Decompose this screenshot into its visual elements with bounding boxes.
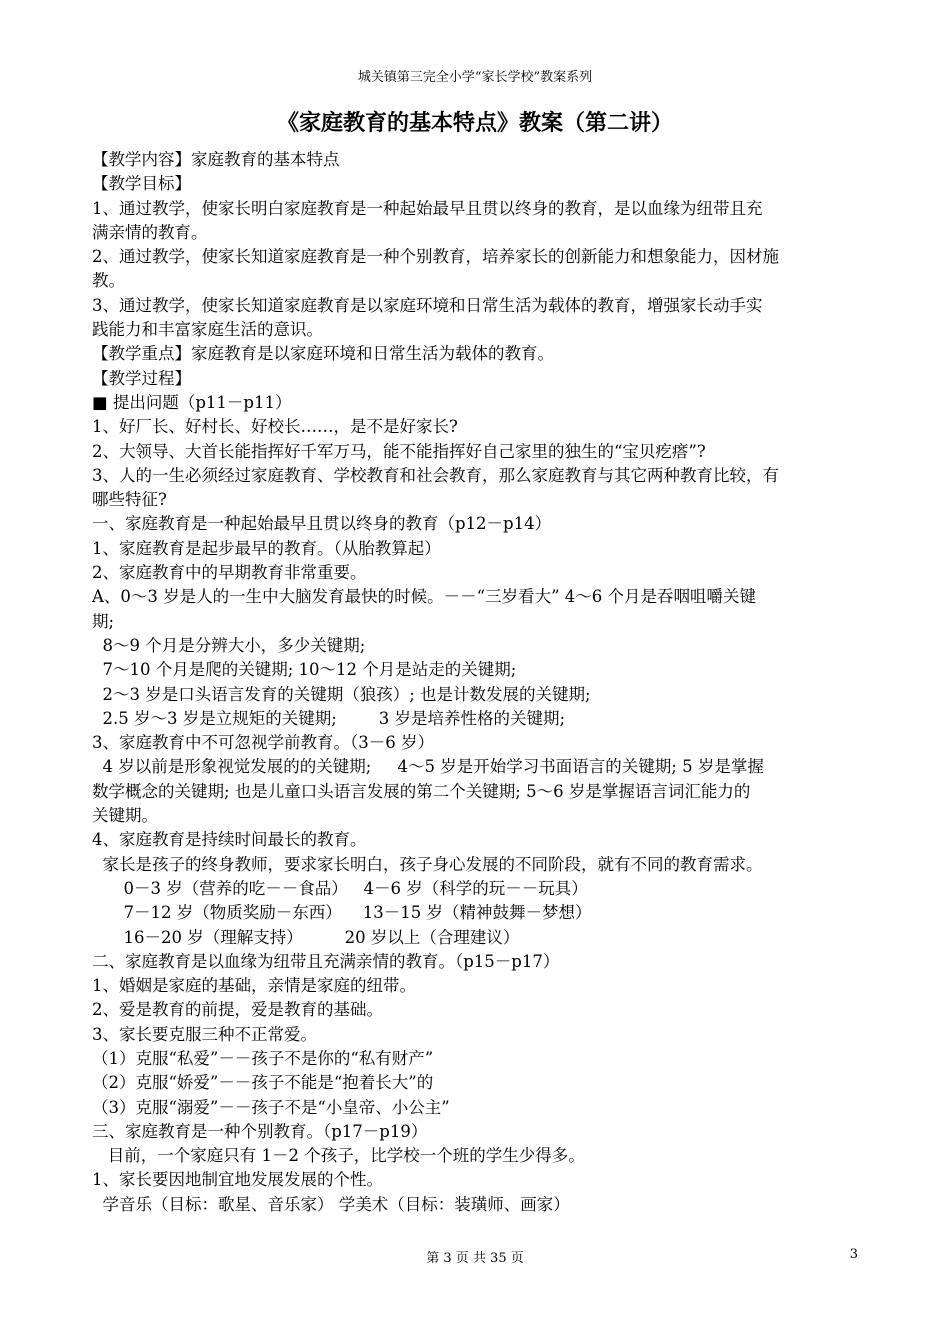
text-line: 【教学过程】 xyxy=(92,368,191,388)
text-line: 1、家长要因地制宜地发展发展的个性。 xyxy=(92,1170,383,1190)
text-line: 16－20 岁（理解支持） 20 岁以上（合理建议） xyxy=(92,927,520,947)
text-line: 3、家庭教育中不可忽视学前教育。（3－6 岁） xyxy=(92,733,434,753)
text-line: 期; xyxy=(92,611,115,631)
text-line: 哪些特征? xyxy=(92,490,167,510)
text-line: 3、家长要克服三种不正常爱。 xyxy=(92,1024,317,1044)
text-line: 【教学内容】家庭教育的基本特点 xyxy=(92,150,340,169)
text-line: 学音乐（目标：歌星、音乐家） 学美术（目标：装璜师、画家） xyxy=(92,1194,570,1214)
text-line: 7～10 个月是爬的关键期; 10～12 个月是站走的关键期; xyxy=(92,660,517,680)
text-line: 2、爱是教育的前提，爱是教育的基础。 xyxy=(92,1000,383,1020)
text-line: 8～9 个月是分辨大小，多少关键期; xyxy=(92,635,366,655)
text-line: 1、好厂长、好村长、好校长……，是不是好家长? xyxy=(92,417,458,437)
text-line: 【教学重点】家庭教育是以家庭环境和日常生活为载体的教育。 xyxy=(92,344,554,364)
page-footer xyxy=(0,1247,950,1267)
text-line: 1、通过教学，使家长明白家庭教育是一种起始最早且贯以终身的教育，是以血缘为纽带且充 xyxy=(92,198,763,218)
text-line: ■ 提出问题（p11－p11） xyxy=(92,392,292,412)
text-line: 2、通过教学，使家长知道家庭教育是一种个别教育，培养家长的创新能力和想象能力，因材施 xyxy=(92,247,779,267)
text-line: 7－12 岁（物质奖励－东西） 13－15 岁（精神鼓舞－梦想） xyxy=(92,903,592,923)
text-line: （2）克服“娇爱”－－孩子不能是“抱着长大”的 xyxy=(92,1073,434,1093)
text-line: 三、家庭教育是一种个别教育。（p17－p19） xyxy=(92,1121,428,1141)
text-line: 教。 xyxy=(92,271,125,291)
text-line: 一、家庭教育是一种起始最早且贯以终身的教育（p12－p14） xyxy=(92,514,552,534)
text-line: 【教学目标】 xyxy=(92,174,191,194)
text-line: 2、大领导、大首长能指挥好千军万马，能不能指挥好自己家里的独生的“宝贝疙瘩”? xyxy=(92,441,706,461)
text-line: 0－3 岁（营养的吃－－食品） 4－6 岁（科学的玩－－玩具） xyxy=(92,878,588,898)
text-line: A、0～3 岁是人的一生中大脑发育最快的时候。－－“三岁看大” 4～6 个月是吞咽咀嚼关键 xyxy=(92,587,757,607)
text-line: 1、婚姻是家庭的基础，亲情是家庭的纽带。 xyxy=(92,976,416,996)
text-line: （3）克服“溺爱”－－孩子不是“小皇帝、小公主” xyxy=(92,1097,450,1117)
page-count-label: 第 3 页 共 35 页 xyxy=(426,1251,524,1266)
text-line: 3、通过教学，使家长知道家庭教育是以家庭环境和日常生活为载体的教育，增强家长动手实 xyxy=(92,295,763,315)
text-line: 1、家庭教育是起步最早的教育。（从胎教算起） xyxy=(92,538,441,558)
text-line: 践能力和丰富家庭生活的意识。 xyxy=(92,320,323,340)
text-line: 满亲情的教育。 xyxy=(92,222,208,242)
text-line: 数学概念的关键期; 也是儿童口头语言发展的第二个关键期; 5～6 岁是掌握语言词汇能力的 xyxy=(92,781,751,801)
text-line: 3、人的一生必须经过家庭教育、学校教育和社会教育，那么家庭教育与其它两种教育比较，有 xyxy=(92,465,779,485)
running-header: 城关镇第三完全小学“家长学校”教案系列 xyxy=(357,70,593,85)
page-number: 3 xyxy=(849,1247,858,1262)
text-line: 家长是孩子的终身教师，要求家长明白，孩子身心发展的不同阶段，就有不同的教育需求。 xyxy=(92,854,763,874)
text-line: 4 岁以前是形象视觉发展的的关键期; 4～5 岁是开始学习书面语言的关键期; 5 岁是掌握 xyxy=(92,757,764,777)
document-title: 《家庭教育的基本特点》教案（第二讲） xyxy=(276,111,673,136)
text-line: 2～3 岁是口头语言发育的关键期（狼孩）; 也是计数发展的关键期; xyxy=(92,684,591,704)
text-line: 4、家庭教育是持续时间最长的教育。 xyxy=(92,830,367,850)
text-line: 2、家庭教育中的早期教育非常重要。 xyxy=(92,563,367,583)
text-line: 关键期。 xyxy=(92,806,158,826)
text-line: （1）克服“私爱”－－孩子不是你的“私有财产” xyxy=(92,1048,434,1068)
text-line: 二、家庭教育是以血缘为纽带且充满亲情的教育。（p15－p17） xyxy=(92,951,560,971)
text-line: 2.5 岁～3 岁是立规矩的关键期; 3 岁是培养性格的关键期; xyxy=(92,708,566,728)
document-body xyxy=(92,148,862,1217)
text-line: 目前，一个家庭只有 1－2 个孩子，比学校一个班的学生少得多。 xyxy=(92,1146,585,1166)
